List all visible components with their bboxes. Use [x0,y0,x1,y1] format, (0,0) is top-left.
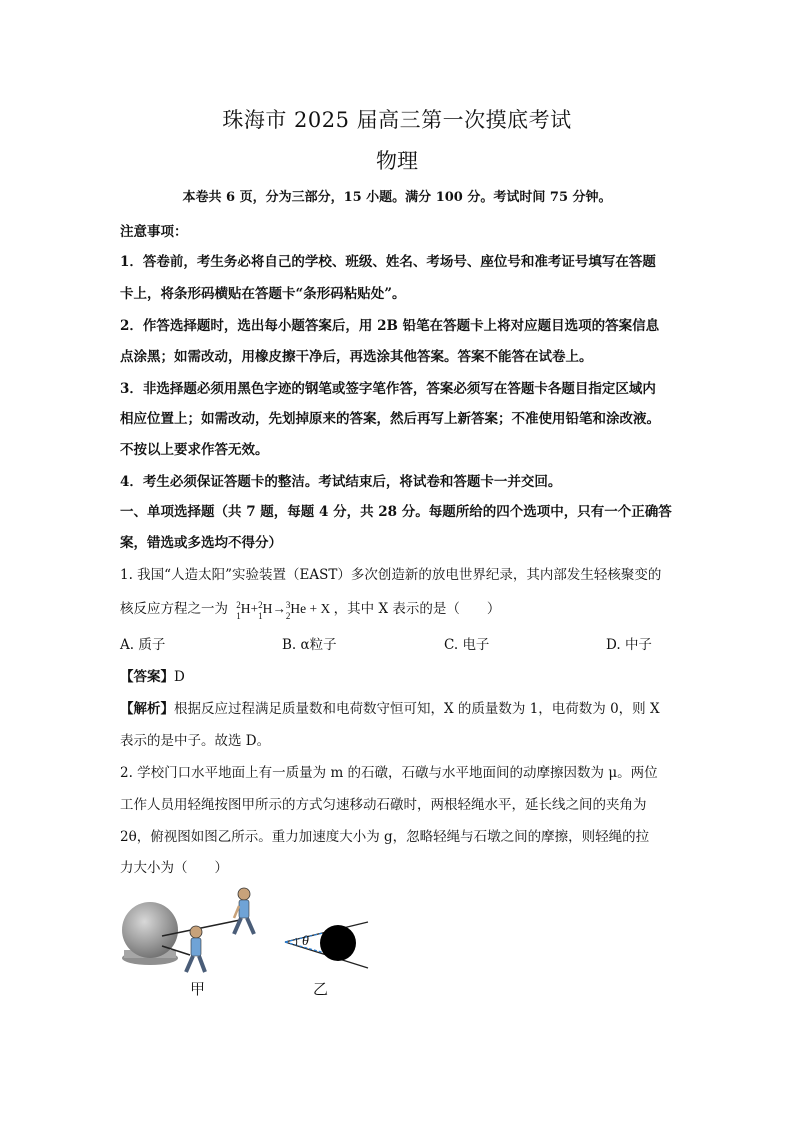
eq-b-charge: 1 [258,610,263,621]
q1-option-c: C. 电子 [444,637,490,653]
q1-stem-suffix: ，其中 X 表示的是（ ） [333,601,501,617]
notice-1b: 卡上，将条形码横贴在答题卡“条形码粘贴处”。 [120,286,406,302]
figure-a-worker-1 [234,888,254,934]
notice-3c: 不按以上要求作答无效。 [120,442,269,458]
eq-c-mass: 3 [285,599,291,610]
q1-option-d: D. 中子 [606,637,652,653]
notice-3a: 3．非选择题必须用黑色字迹的钢笔或签字笔作答，答案必须写在答题卡各题目指定区域内 [120,381,656,397]
figure-a-stone [122,902,178,965]
notice-4: 4．考生必须保证答题卡的整洁。考试结束后，将试卷和答题卡一并交回。 [120,474,562,490]
exam-title: 珠海市 2025 届高三第一次摸底考试 [222,108,572,132]
q1-stem-line2 [120,597,500,621]
q2-figures [110,880,390,980]
eq-tail: + X [306,601,331,616]
q2-stem-line1: 2. 学校门口水平地面上有一质量为 m 的石礅，石礅与水平地面间的动摩擦因数为 μ。两位 [120,765,658,781]
q2-stem-line4: 力大小为（ ） [120,860,228,876]
q1-stem-prefix: 核反应方程之一为 [120,601,228,617]
eq-b-mass: 2 [258,599,263,610]
subject-title: 物理 [376,149,418,173]
eq-plus: + [250,601,259,616]
eq-c-charge: 2 [285,610,291,621]
nuclear-equation [232,599,333,621]
q1-analysis-line1: 【解析】根据反应过程满足质量数和电荷数守恒可知，X 的质量数为 1，电荷数为 0，则 X [120,701,660,717]
notice-1a: 1．答卷前，考生务必将自己的学校、班级、姓名、考场号、座位号和准考证号填写在答题 [120,254,656,270]
q1-analysis-line2: 表示的是中子。故选 D。 [120,733,271,749]
notice-2a: 2．作答选择题时，选出每小题答案后，用 2B 铅笔在答题卡上将对应题目选项的答案信息 [120,318,660,334]
analysis-tag: 【解析】 [120,701,174,717]
theta-label: θ [302,934,309,949]
eq-a-mass: 2 [236,599,241,610]
q2-stem-line2: 工作人员用轻绳按图甲所示的方式匀速移动石礅时，两根轻绳水平，延长线之间的夹角为 [120,797,647,813]
figure-b-label: 乙 [313,980,329,998]
q1-option-a: A. 质子 [120,637,166,653]
eq-c-symbol: He [290,601,307,616]
section1-line1: 一、单项选择题（共 7 题，每题 4 分，共 28 分。每题所给的四个选项中，只有一个正确答 [120,504,672,520]
answer-tag: 【答案】 [120,669,174,685]
eq-a-charge: 1 [236,610,241,621]
figure-a-label: 甲 [190,980,206,998]
q2-stem-line3: 2θ，俯视图如图乙所示。重力加速度大小为 g，忽略轻绳与石墩之间的摩擦，则轻绳的拉 [120,829,650,845]
notice-2b: 点涂黑；如需改动，用橡皮擦干净后，再选涂其他答案。答案不能答在试卷上。 [120,349,593,365]
eq-a-symbol: H [240,601,251,616]
notice-3b: 相应位置上；如需改动，先划掉原来的答案，然后再写上新答案；不准使用铅笔和涂改液。 [120,411,660,427]
notice-heading: 注意事项： [120,224,188,240]
exam-info: 本卷共 6 页，分为三部分，15 小题。满分 100 分。考试时间 75 分钟。 [182,190,612,205]
q1-answer [120,665,185,685]
section1-line2: 案，错选或多选均不得分） [120,535,282,551]
eq-arrow: → [272,601,286,616]
figure-a-worker-2 [186,926,205,972]
q1-options [120,633,680,653]
q1-stem-line1: 1. 我国“人造太阳”实验装置（EAST）多次创造新的放电世界纪录，其内部发生轻核聚变的 [120,567,662,583]
figure-b-topview [285,922,368,968]
q1-option-b: B. α粒子 [282,637,337,653]
answer-value: D [174,669,185,685]
eq-b-symbol: H [262,601,273,616]
